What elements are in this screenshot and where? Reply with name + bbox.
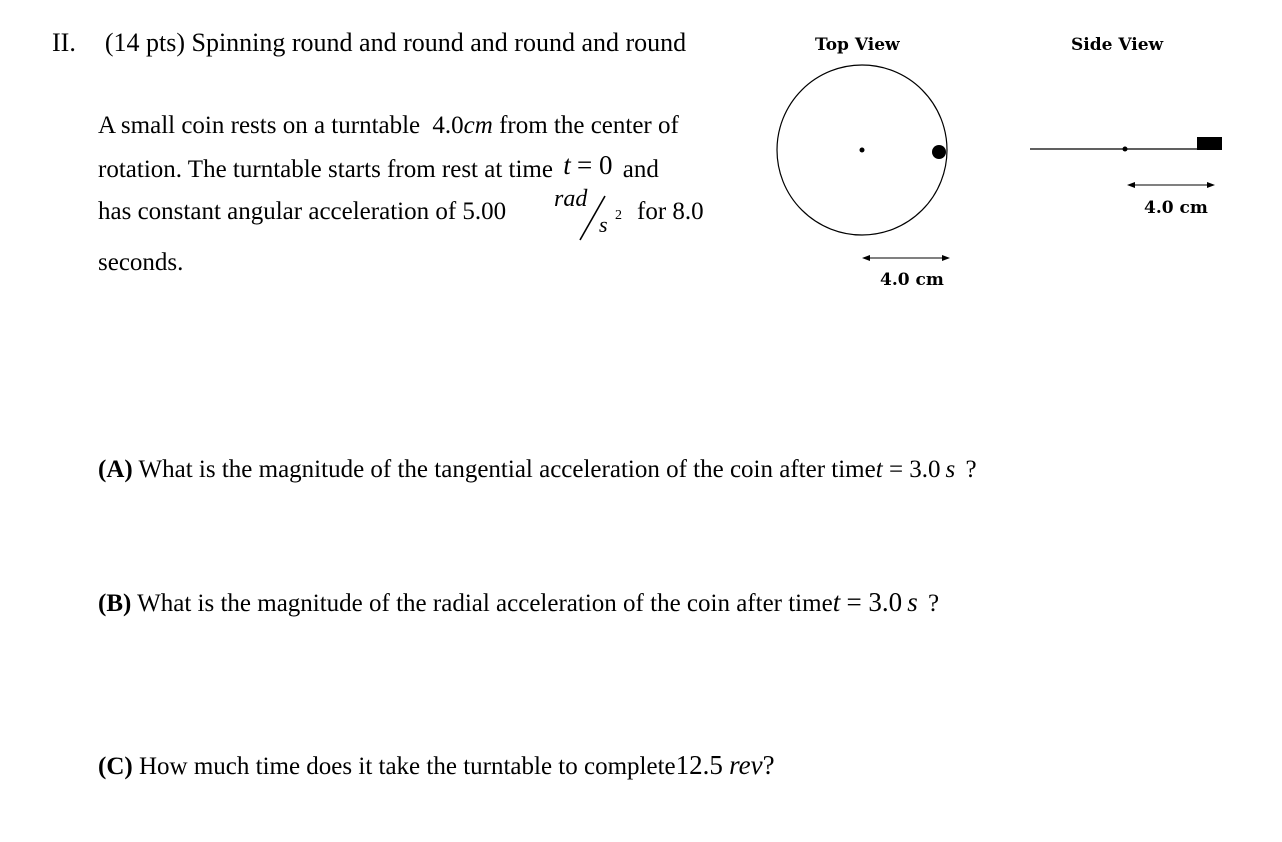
paragraph-line-1-value: 4.0 bbox=[432, 112, 464, 139]
side-coin bbox=[1197, 137, 1222, 150]
unit-denominator: s bbox=[599, 212, 608, 237]
question-b-end: ? bbox=[927, 590, 940, 617]
paragraph-line-3 bbox=[98, 198, 506, 226]
coin-dot bbox=[932, 145, 946, 159]
top-view-label: Top View bbox=[815, 35, 900, 55]
question-c-label: (C) bbox=[98, 753, 133, 780]
question-a-var: t bbox=[875, 456, 883, 483]
side-center-point bbox=[1123, 147, 1128, 152]
question-c-end: ? bbox=[762, 750, 775, 780]
paragraph-line-2-eq: = 0 bbox=[576, 150, 613, 180]
top-view-diagram bbox=[760, 55, 960, 255]
paragraph-line-2-text: rotation. The turntable starts from rest at time bbox=[98, 156, 553, 183]
paragraph-line-1-text: A small coin rests on a turntable bbox=[98, 112, 421, 139]
question-b-text: What is the magnitude of the radial acceleration of the coin after time bbox=[137, 590, 833, 617]
paragraph-line-2-tail: and bbox=[622, 156, 659, 183]
paragraph-line-2-var: t bbox=[563, 150, 571, 180]
problem-heading bbox=[52, 28, 686, 58]
paragraph-line-3-tail: for 8.0 bbox=[637, 198, 704, 225]
question-a bbox=[98, 456, 977, 484]
question-b-eq: = 3.0 bbox=[846, 587, 903, 617]
side-view-diagram bbox=[1025, 130, 1225, 200]
question-a-text: What is the magnitude of the tangential acceleration of the coin after time bbox=[138, 456, 876, 483]
problem-number: II. bbox=[52, 28, 76, 57]
question-c-text: How much time does it take the turntable to complete bbox=[138, 753, 676, 780]
question-c-unit: rev bbox=[729, 750, 763, 780]
paragraph-line-1 bbox=[98, 112, 679, 140]
top-dimension-label: 4.0 cm bbox=[880, 270, 944, 290]
unit-numerator: rad bbox=[554, 186, 588, 212]
side-view-label: Side View bbox=[1071, 35, 1164, 55]
question-c-value: 12.5 bbox=[675, 750, 723, 780]
question-b-label: (B) bbox=[98, 590, 132, 617]
question-a-unit: s bbox=[945, 456, 956, 483]
question-b-unit: s bbox=[907, 587, 918, 617]
paragraph-line-3-text: has constant angular acceleration of 5.00 bbox=[98, 198, 507, 225]
question-c bbox=[98, 750, 775, 781]
question-b-var: t bbox=[832, 587, 841, 617]
paragraph-line-2 bbox=[98, 150, 659, 184]
question-a-eq: = 3.0 bbox=[888, 456, 941, 483]
question-b bbox=[98, 587, 939, 618]
paragraph-line-4: seconds. bbox=[98, 249, 184, 276]
angular-acceleration-unit bbox=[554, 186, 630, 244]
problem-title: (14 pts) Spinning round and round and round and round bbox=[104, 28, 687, 57]
paragraph-line-1-tail: from the center of bbox=[499, 112, 679, 139]
question-a-label: (A) bbox=[98, 456, 133, 483]
paragraph-line-1-unit: cm bbox=[463, 112, 493, 139]
top-dimension-arrow bbox=[860, 250, 955, 266]
center-point bbox=[860, 148, 865, 153]
question-a-end: ? bbox=[965, 456, 977, 483]
unit-exponent: 2 bbox=[615, 208, 622, 223]
side-dimension-label: 4.0 cm bbox=[1144, 198, 1208, 218]
